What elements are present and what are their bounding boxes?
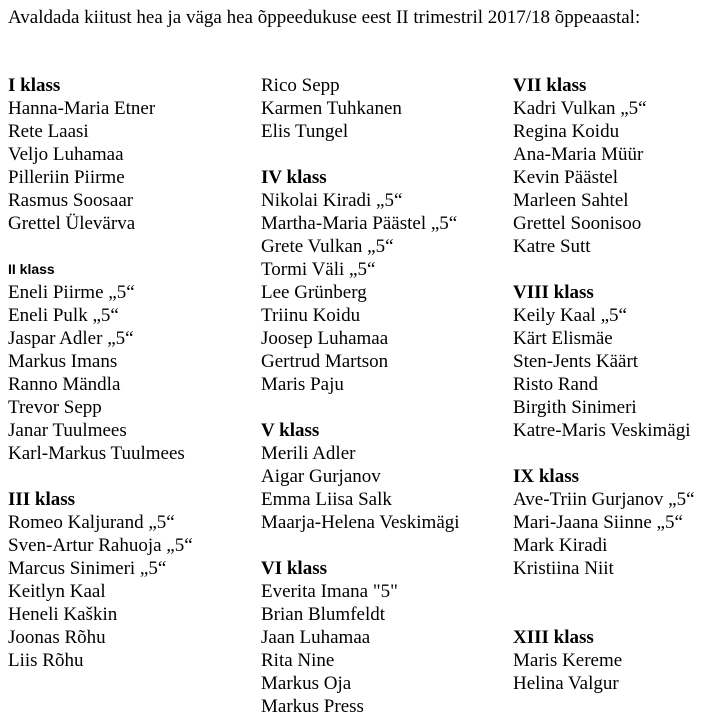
student-name: Ranno Mändla <box>8 374 121 395</box>
column-1 <box>8 74 258 672</box>
student-name: Lee Grünberg <box>261 282 367 303</box>
student-name: Keitlyn Kaal <box>8 581 106 602</box>
class-heading: XIII klass <box>513 627 594 648</box>
student-name: Birgith Sinimeri <box>513 397 637 418</box>
student-name: Rico Sepp <box>261 75 340 96</box>
group-spacer <box>8 235 258 258</box>
student-name: Grettel Soonisoo <box>513 213 642 234</box>
class-heading: I klass <box>8 75 61 96</box>
student-name: Eneli Pulk „5“ <box>8 305 119 326</box>
student-name: Heneli Kaškin <box>8 604 118 625</box>
student-name: Joonas Rõhu <box>8 627 106 648</box>
student-name: Ana-Maria Müür <box>513 144 644 165</box>
class-heading: VI klass <box>261 558 327 579</box>
student-name: Markus Press <box>261 696 364 717</box>
student-name: Karl-Markus Tuulmees <box>8 443 185 464</box>
class-group <box>8 74 258 235</box>
student-name: Joosep Luhamaa <box>261 328 389 349</box>
student-name: Jaan Luhamaa <box>261 627 371 648</box>
student-name: Marcus Sinimeri „5“ <box>8 558 167 579</box>
group-spacer <box>513 580 712 603</box>
student-name: Hanna-Maria Etner <box>8 98 156 119</box>
student-name: Grete Vulkan „5“ <box>261 236 394 257</box>
group-spacer <box>8 465 258 488</box>
student-name: Maris Paju <box>261 374 344 395</box>
student-name: Jaspar Adler „5“ <box>8 328 134 349</box>
student-name: Sten-Jents Käärt <box>513 351 639 372</box>
student-name: Janar Tuulmees <box>8 420 127 441</box>
student-name: Everita Imana "5" <box>261 581 398 602</box>
student-name: Kadri Vulkan „5“ <box>513 98 647 119</box>
class-group <box>261 74 511 143</box>
student-name: Aigar Gurjanov <box>261 466 381 487</box>
group-spacer <box>261 396 511 419</box>
student-name: Brian Blumfeldt <box>261 604 386 625</box>
class-heading: VII klass <box>513 75 587 96</box>
student-name: Sven-Artur Rahuoja „5“ <box>8 535 193 556</box>
class-heading: III klass <box>8 489 76 510</box>
student-name: Helina Valgur <box>513 673 619 694</box>
student-name: Emma Liisa Salk <box>261 489 392 510</box>
student-name: Tormi Väli „5“ <box>261 259 376 280</box>
student-name: Regina Koidu <box>513 121 620 142</box>
group-spacer <box>513 442 712 465</box>
student-name: Mari-Jaana Siinne „5“ <box>513 512 683 533</box>
group-spacer <box>261 143 511 166</box>
column-2 <box>261 74 511 718</box>
class-group <box>513 626 712 695</box>
class-group <box>8 488 258 672</box>
student-name: Markus Imans <box>8 351 118 372</box>
group-spacer <box>261 534 511 557</box>
student-name: Kristiina Niit <box>513 558 614 579</box>
class-group <box>261 419 511 534</box>
student-name: Risto Rand <box>513 374 598 395</box>
class-heading: IX klass <box>513 466 579 487</box>
student-name: Mark Kiradi <box>513 535 608 556</box>
student-name: Maarja-Helena Veskimägi <box>261 512 460 533</box>
student-name: Grettel Ülevärva <box>8 213 136 234</box>
class-heading: II klass <box>8 261 55 277</box>
student-name: Karmen Tuhkanen <box>261 98 402 119</box>
group-spacer <box>513 258 712 281</box>
class-group <box>261 557 511 718</box>
class-heading: V klass <box>261 420 320 441</box>
student-name: Rasmus Soosaar <box>8 190 134 211</box>
class-group <box>513 281 712 442</box>
student-name: Rita Nine <box>261 650 335 671</box>
student-name: Katre Sutt <box>513 236 591 257</box>
class-group <box>8 258 258 465</box>
class-group <box>513 74 712 258</box>
student-name: Katre-Maris Veskimägi <box>513 420 691 441</box>
student-name: Pilleriin Piirme <box>8 167 125 188</box>
student-name: Martha-Maria Päästel „5“ <box>261 213 458 234</box>
student-name: Maris Kereme <box>513 650 623 671</box>
class-group <box>261 166 511 396</box>
document-intro: Avaldada kiitust hea ja väga hea õppeedukuse eest II trimestril 2017/18 õppeaastal: <box>8 7 641 28</box>
student-name: Markus Oja <box>261 673 352 694</box>
student-name: Liis Rõhu <box>8 650 84 671</box>
student-name: Merili Adler <box>261 443 356 464</box>
student-name: Gertrud Martson <box>261 351 389 372</box>
student-name: Romeo Kaljurand „5“ <box>8 512 175 533</box>
student-name: Kärt Elismäe <box>513 328 613 349</box>
student-name: Trevor Sepp <box>8 397 102 418</box>
student-name: Keily Kaal „5“ <box>513 305 627 326</box>
student-name: Rete Laasi <box>8 121 89 142</box>
student-name: Kevin Päästel <box>513 167 619 188</box>
student-name: Eneli Piirme „5“ <box>8 282 135 303</box>
group-spacer <box>513 603 712 626</box>
student-name: Marleen Sahtel <box>513 190 629 211</box>
student-name: Ave-Triin Gurjanov „5“ <box>513 489 695 510</box>
student-name: Nikolai Kiradi „5“ <box>261 190 403 211</box>
student-name: Veljo Luhamaa <box>8 144 124 165</box>
column-3 <box>513 74 712 695</box>
class-group <box>513 465 712 580</box>
class-heading: IV klass <box>261 167 327 188</box>
student-name: Elis Tungel <box>261 121 349 142</box>
class-heading: VIII klass <box>513 282 594 303</box>
student-name: Triinu Koidu <box>261 305 361 326</box>
